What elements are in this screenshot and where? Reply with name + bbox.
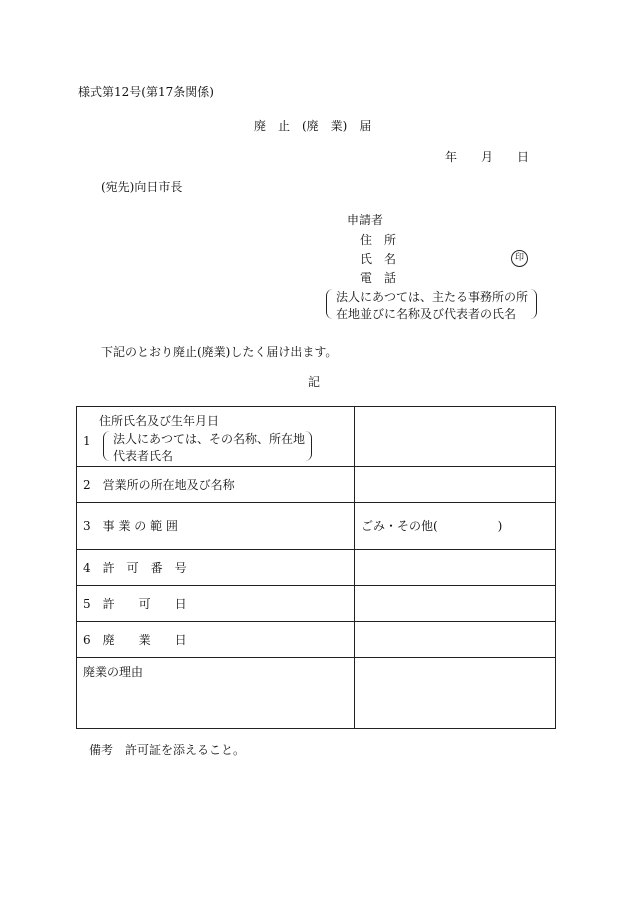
row1-label: 住所氏名及び生年月日 [99,414,220,428]
row6-value-cell[interactable] [355,622,556,658]
row5-label: 5 許 可 日 [83,597,187,611]
table-row [77,407,556,467]
row1-label-cell [77,407,355,467]
row1-bracket-left [103,431,111,461]
row3-value-cell[interactable] [355,503,556,550]
table-row [77,586,556,622]
row2-label: 2 営業所の所在地及び名称 [83,478,235,492]
row6-label: 6 廃 業 日 [83,633,187,647]
name-label: 氏 名 [360,252,397,266]
row5-value-cell[interactable] [355,586,556,622]
form-title: 廃 止 (廃 業) 届 [254,119,372,133]
row1-note-line1: 法人にあつては、その名称、所在地 [113,432,306,446]
table-row [77,550,556,586]
row1-number: 1 [83,434,91,448]
date-line: 年 月 日 [445,150,530,164]
note-bracket-left [326,289,334,319]
addressee: (宛先)向日市長 [101,180,183,194]
form-number: 様式第12号(第17条関係) [78,85,214,99]
row3-label-cell [77,503,355,550]
row7-label-cell [77,658,355,729]
applicant-note-line2: 在地並びに名称及び代表者の氏名 [336,307,517,321]
row4-label: 4 許 可 番 号 [83,561,187,575]
row3-value: ごみ・その他( ) [361,519,503,533]
row4-label-cell [77,550,355,586]
note-bracket-right [529,289,537,319]
row1-note-line2: 代表者氏名 [113,449,174,463]
remark: 備考 許可証を添えること。 [89,743,246,757]
applicant-label: 申請者 [347,213,384,227]
row7-label: 廃業の理由 [83,665,144,679]
row3-label: 3 事 業 の 範 囲 [83,519,178,533]
row1-bracket-right [304,431,312,461]
row2-label-cell [77,467,355,503]
table-row [77,658,556,729]
applicant-note-line1: 法人にあつては、主たる事務所の所 [336,290,529,304]
table-row [77,622,556,658]
address-label: 住 所 [360,233,397,247]
row1-value-cell[interactable] [355,407,556,467]
ki-mark: 記 [308,375,321,389]
row6-label-cell [77,622,355,658]
seal-mark: 印 [511,250,528,267]
row7-value-cell[interactable] [355,658,556,729]
intro-text: 下記のとおり廃止(廃業)したく届け出ます。 [101,345,338,359]
table-row [77,467,556,503]
row4-value-cell[interactable] [355,550,556,586]
row5-label-cell [77,586,355,622]
table-row [77,503,556,550]
phone-label: 電 話 [360,271,397,285]
row2-value-cell[interactable] [355,467,556,503]
form-table [76,406,556,729]
